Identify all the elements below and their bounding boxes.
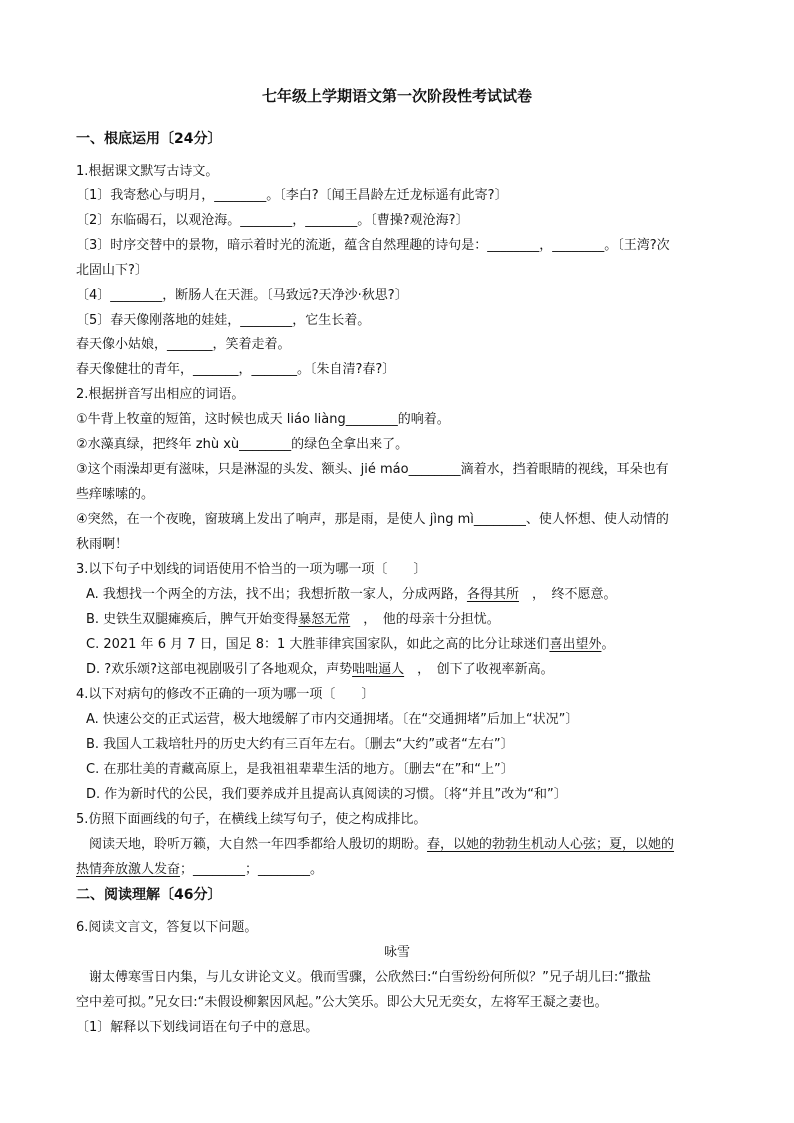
- q3-prompt: 3.以下句子中划线的词语使用不恰当的一项为哪一项〔 〕: [76, 562, 427, 577]
- page-title: 七年级上学期语文第一次阶段性考试试卷: [261, 87, 532, 105]
- q3-option-b-text: B. 史铁生双腿瘫痪后，脾气开始变得: [86, 612, 299, 627]
- section-1-header: 一、根底运用〔24分〕: [76, 131, 222, 147]
- q3-option-a-tail: ， 终不愿意。: [518, 587, 617, 602]
- q4-option-d: D. 作为新时代的公民，我们要养成并且提高认真阅读的习惯。〔将“并且”改为“和”〕: [86, 787, 567, 802]
- q3-option-c: [86, 636, 736, 654]
- poem-title: 咏雪: [383, 945, 410, 960]
- q2-line-2: ②水藻真绿，把终年 zhù xù________的绿色全拿出来了。: [76, 437, 409, 452]
- q3-option-d-tail: ， 创下了收视率新高。: [404, 662, 554, 677]
- q3-option-a: [86, 586, 736, 604]
- passage-line-1: 谢太傅寒雪日内集，与儿女讲论文义。俄而雪骤，公欣然曰:“白雪纷纷何所似？”兄子胡儿曰:“撒盐: [76, 970, 651, 985]
- q3-option-c-underlined: 喜出望外: [549, 637, 602, 652]
- q4-option-a: A. 快速公交的正式运营，极大地缓解了市内交通拥堵。〔在“交通拥堵”后加上“状况”〕: [86, 712, 579, 727]
- q6-prompt: 6.阅读文言文，答复以下问题。: [76, 920, 258, 935]
- q3-option-a-text: A. 我想找一个两全的方法，找不出；我想折散一家人，分成两路，: [86, 587, 467, 602]
- q3-option-c-tail: 。: [601, 637, 615, 652]
- q3-option-b-underlined: 暴怒无常: [298, 612, 351, 627]
- q3-option-a-underlined: 各得其所: [466, 587, 519, 602]
- q1-line-3a: 〔3〕时序交替中的景物，暗示着时光的流逝，蕴含自然理趣的诗句是：________，________。〔王湾?次: [76, 238, 670, 253]
- q3-option-c-text: C. 2021 年 6 月 7 日，国足 8：1 大胜菲律宾国家队，如此之高的比分让球迷们: [86, 637, 550, 652]
- q2-line-3a: ③这个雨澡却更有滋味，只是淋湿的头发、额头、jié máo________滴着水，挡着眼睛的视线，耳朵也有: [76, 462, 669, 477]
- q5-line-1: [76, 836, 726, 854]
- q5-prompt: 5.仿照下面画线的句子，在横线上续写句子，使之构成排比。: [76, 812, 427, 827]
- passage-line-2: 空中差可拟。”兄女曰:“未假设柳絮因风起。”公大笑乐。即公大兄无奕女，左将军王凝之妻也。: [76, 995, 608, 1010]
- q1-line-2: 〔2〕东临碣石，以观沧海。________，________。〔曹操?观沧海?〕: [76, 213, 469, 228]
- q3-option-b: [86, 611, 736, 629]
- q1-line-1: 〔1〕我寄愁心与明月，________。〔李白?〔闻王昌龄左迁龙标遥有此寄?〕: [76, 188, 508, 203]
- q1-line-6: 春天像小姑娘，_______，笑着走着。: [76, 337, 291, 352]
- q1-prompt: 1.根据课文默写古诗文。: [76, 164, 219, 179]
- q4-option-b: B. 我国人工栽培牡丹的历史大约有三百年左右。〔删去“大约”或者“左右”〕: [86, 737, 514, 752]
- q5-line-2-blanks: ；________；________。: [180, 862, 324, 877]
- q2-prompt: 2.根据拼音写出相应的词语。: [76, 387, 245, 402]
- q4-option-c: C. 在那壮美的青藏高原上，是我祖祖辈辈生活的地方。〔删去“在”和“上”〕: [86, 762, 514, 777]
- q2-line-4b: 秋雨啊！: [76, 537, 129, 552]
- q2-line-4a: ④突然，在一个夜晚，窗玻璃上发出了响声，那是雨，是使人 jìng mì________、使人怀想、使人动情的: [76, 512, 669, 527]
- q3-option-d: [86, 661, 736, 679]
- q1-line-4: 〔4〕________，断肠人在天涯。〔马致远?天净沙·秋思?〕: [76, 288, 408, 303]
- q6-sub-1: 〔1〕解释以下划线词语在句子中的意思。: [76, 1020, 319, 1035]
- q1-line-3b: 北固山下?〕: [76, 263, 148, 278]
- q3-option-d-text: D. ?欢乐颂?这部电视剧吸引了各地观众，声势: [86, 662, 353, 677]
- q5-line-1-underlined: 春，以她的勃勃生机动人心弦；夏，以她的: [427, 837, 675, 852]
- q1-line-5: 〔5〕春天像刚落地的娃娃，________，它生长着。: [76, 313, 371, 328]
- section-2-header: 二、阅读理解〔46分〕: [76, 887, 222, 903]
- q1-line-7: 春天像健壮的青年，_______，_______。〔朱自清?春?〕: [76, 362, 396, 377]
- q2-line-1: ①牛背上牧童的短笛，这时候也成天 liáo liàng________的响着。: [76, 412, 450, 427]
- q3-option-b-tail: ， 他的母亲十分担忧。: [350, 612, 500, 627]
- q2-line-3b: 些痒嗦嗦的。: [76, 487, 155, 502]
- q5-line-1-text: 阅读天地，聆听万籁，大自然一年四季都给人殷切的期盼。: [76, 837, 428, 852]
- q5-line-2: [76, 861, 726, 879]
- q5-line-2-underlined: 热情奔放激人发奋: [76, 862, 181, 877]
- q3-option-d-underlined: 咄咄逼人: [352, 662, 405, 677]
- q4-prompt: 4.以下对病句的修改不正确的一项为哪一项〔 〕: [76, 687, 375, 702]
